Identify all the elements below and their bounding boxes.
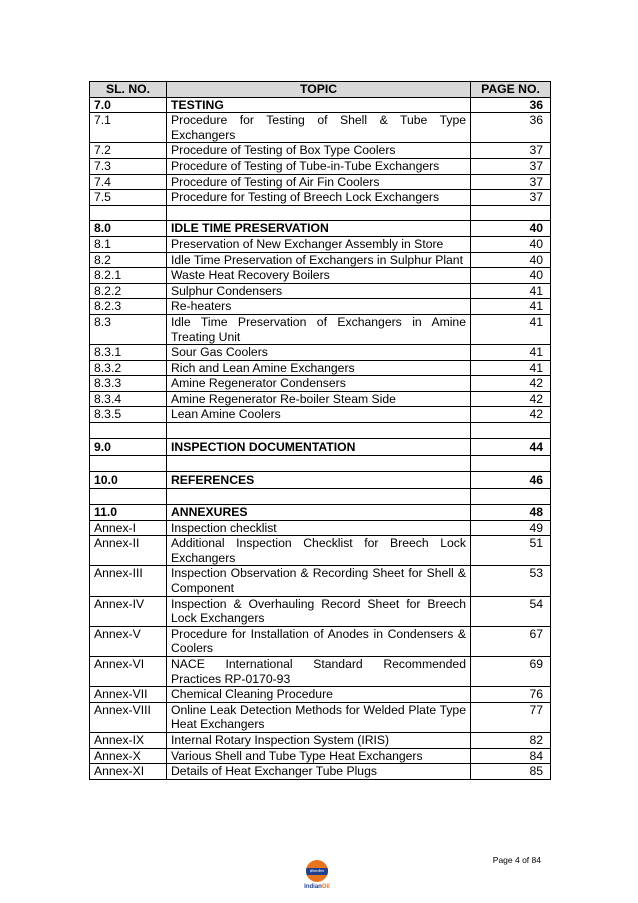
page-no-cell: 41 [471, 283, 551, 299]
page-no-cell: 37 [471, 174, 551, 190]
topic-cell: INSPECTION DOCUMENTATION [167, 438, 471, 456]
page-no-cell: 42 [471, 376, 551, 392]
topic-cell: Inspection Observation & Recording Sheet for Shell & Component [167, 566, 471, 596]
sl-no-cell: Annex-IX [90, 732, 167, 748]
table-row [90, 732, 551, 748]
header-row [90, 82, 551, 98]
topic-cell: Online Leak Detection Methods for Welded Plate Type Heat Exchangers [167, 702, 471, 732]
topic-cell: Amine Regenerator Re-boiler Steam Side [167, 391, 471, 407]
sl-no-cell: Annex-X [90, 748, 167, 764]
logo-band-text: इंडियनऑयल [306, 868, 328, 875]
table-row [90, 190, 551, 206]
page-no-cell: 51 [471, 536, 551, 566]
table-row [90, 702, 551, 732]
blank-row [90, 423, 551, 439]
blank-cell [90, 489, 167, 505]
blank-cell [167, 423, 471, 439]
sl-no-cell: Annex-I [90, 520, 167, 536]
logo-wordmark [297, 884, 337, 890]
sl-no-cell: Annex-VI [90, 656, 167, 686]
sl-no-cell: 8.3.1 [90, 345, 167, 361]
topic-cell: Various Shell and Tube Type Heat Exchangers [167, 748, 471, 764]
sl-no-cell: Annex-XI [90, 764, 167, 780]
topic-cell: Inspection checklist [167, 520, 471, 536]
page-no-cell: 84 [471, 748, 551, 764]
topic-cell: Procedure for Installation of Anodes in Condensers & Coolers [167, 626, 471, 656]
table-row [90, 748, 551, 764]
sl-no-cell: 8.2.1 [90, 268, 167, 284]
sl-no-cell: 11.0 [90, 505, 167, 521]
sl-no-cell: 10.0 [90, 471, 167, 489]
sl-no-cell: 8.2.2 [90, 283, 167, 299]
topic-cell: TESTING [167, 97, 471, 113]
table-row [90, 471, 551, 489]
table-row [90, 143, 551, 159]
page-no-cell: 40 [471, 252, 551, 268]
header-sl-no: SL. NO. [90, 82, 167, 98]
table-row [90, 252, 551, 268]
sl-no-cell: 8.2 [90, 252, 167, 268]
sl-no-cell: Annex-VII [90, 687, 167, 703]
table-row [90, 596, 551, 626]
sl-no-cell: 8.3.4 [90, 391, 167, 407]
topic-cell: Additional Inspection Checklist for Breech Lock Exchangers [167, 536, 471, 566]
blank-row [90, 489, 551, 505]
indianoil-logo [297, 860, 337, 890]
sl-no-cell: 8.3 [90, 314, 167, 344]
topic-cell: Details of Heat Exchanger Tube Plugs [167, 764, 471, 780]
topic-cell: Procedure of Testing of Box Type Coolers [167, 143, 471, 159]
toc-body [90, 97, 551, 779]
sl-no-cell: Annex-IV [90, 596, 167, 626]
table-row [90, 376, 551, 392]
page-no-cell: 82 [471, 732, 551, 748]
sl-no-cell: 8.3.2 [90, 360, 167, 376]
blank-cell [167, 489, 471, 505]
topic-cell: ANNEXURES [167, 505, 471, 521]
topic-cell: REFERENCES [167, 471, 471, 489]
blank-cell [471, 205, 551, 221]
page-number: Page 4 of 84 [492, 855, 541, 865]
indianoil-logo-icon [306, 860, 328, 882]
table-row [90, 536, 551, 566]
blank-row [90, 205, 551, 221]
topic-cell: NACE International Standard Recommended Practices RP-0170-93 [167, 656, 471, 686]
topic-cell: Waste Heat Recovery Boilers [167, 268, 471, 284]
sl-no-cell: Annex-II [90, 536, 167, 566]
page-no-cell: 41 [471, 314, 551, 344]
topic-cell: Inspection & Overhauling Record Sheet for Breech Lock Exchangers [167, 596, 471, 626]
page-no-cell: 54 [471, 596, 551, 626]
page-no-cell: 77 [471, 702, 551, 732]
sl-no-cell: 9.0 [90, 438, 167, 456]
table-row [90, 174, 551, 190]
sl-no-cell: Annex-III [90, 566, 167, 596]
topic-cell: Internal Rotary Inspection System (IRIS) [167, 732, 471, 748]
blank-cell [90, 205, 167, 221]
page-no-cell: 42 [471, 407, 551, 423]
blank-cell [471, 489, 551, 505]
table-row [90, 391, 551, 407]
topic-cell: Amine Regenerator Condensers [167, 376, 471, 392]
table-row [90, 656, 551, 686]
table-row [90, 764, 551, 780]
page-no-cell: 41 [471, 345, 551, 361]
topic-cell: Procedure of Testing of Air Fin Coolers [167, 174, 471, 190]
table-row [90, 113, 551, 143]
blank-cell [167, 456, 471, 472]
page-no-cell: 37 [471, 158, 551, 174]
page-no-cell: 85 [471, 764, 551, 780]
table-row [90, 158, 551, 174]
topic-cell: Lean Amine Coolers [167, 407, 471, 423]
blank-cell [90, 456, 167, 472]
table-row [90, 345, 551, 361]
topic-cell: Sulphur Condensers [167, 283, 471, 299]
topic-cell: IDLE TIME PRESERVATION [167, 221, 471, 237]
table-row [90, 626, 551, 656]
page-no-cell: 36 [471, 97, 551, 113]
sl-no-cell: 7.0 [90, 97, 167, 113]
logo-word-oil: Oil [321, 884, 330, 890]
sl-no-cell: 8.3.5 [90, 407, 167, 423]
blank-cell [167, 205, 471, 221]
table-row [90, 314, 551, 344]
topic-cell: Rich and Lean Amine Exchangers [167, 360, 471, 376]
page-no-cell: 49 [471, 520, 551, 536]
page-no-cell: 40 [471, 236, 551, 252]
table-row [90, 505, 551, 521]
table-row [90, 438, 551, 456]
page-no-cell: 48 [471, 505, 551, 521]
header-topic: TOPIC [167, 82, 471, 98]
page-no-cell: 76 [471, 687, 551, 703]
page-no-cell: 67 [471, 626, 551, 656]
sl-no-cell: 8.3.3 [90, 376, 167, 392]
page-no-cell: 40 [471, 221, 551, 237]
topic-cell: Sour Gas Coolers [167, 345, 471, 361]
page-no-cell: 41 [471, 360, 551, 376]
page-no-cell: 37 [471, 143, 551, 159]
sl-no-cell: 8.2.3 [90, 299, 167, 315]
sl-no-cell: 7.4 [90, 174, 167, 190]
page-no-cell: 41 [471, 299, 551, 315]
topic-cell: Procedure for Testing of Breech Lock Exchangers [167, 190, 471, 206]
blank-row [90, 456, 551, 472]
topic-cell: Idle Time Preservation of Exchangers in Amine Treating Unit [167, 314, 471, 344]
topic-cell: Re-heaters [167, 299, 471, 315]
table-of-contents [89, 81, 551, 780]
sl-no-cell: 8.1 [90, 236, 167, 252]
table-row [90, 566, 551, 596]
page-no-cell: 53 [471, 566, 551, 596]
blank-cell [471, 423, 551, 439]
topic-cell: Idle Time Preservation of Exchangers in Sulphur Plant [167, 252, 471, 268]
table-row [90, 407, 551, 423]
topic-cell: Procedure of Testing of Tube-in-Tube Exchangers [167, 158, 471, 174]
table-row [90, 520, 551, 536]
table-row [90, 236, 551, 252]
page-no-cell: 40 [471, 268, 551, 284]
topic-cell: Chemical Cleaning Procedure [167, 687, 471, 703]
sl-no-cell: 7.1 [90, 113, 167, 143]
sl-no-cell: Annex-V [90, 626, 167, 656]
header-page-no: PAGE NO. [471, 82, 551, 98]
table-row [90, 299, 551, 315]
topic-cell: Procedure for Testing of Shell & Tube Type Exchangers [167, 113, 471, 143]
table-row [90, 687, 551, 703]
sl-no-cell: 7.3 [90, 158, 167, 174]
sl-no-cell: 7.5 [90, 190, 167, 206]
table-row [90, 283, 551, 299]
logo-word-indian: Indian [304, 884, 322, 890]
table-row [90, 268, 551, 284]
page-no-cell: 46 [471, 471, 551, 489]
table-row [90, 360, 551, 376]
sl-no-cell: 7.2 [90, 143, 167, 159]
blank-cell [90, 423, 167, 439]
topic-cell: Preservation of New Exchanger Assembly in Store [167, 236, 471, 252]
page-no-cell: 42 [471, 391, 551, 407]
page-no-cell: 36 [471, 113, 551, 143]
sl-no-cell: Annex-VIII [90, 702, 167, 732]
page-no-cell: 44 [471, 438, 551, 456]
sl-no-cell: 8.0 [90, 221, 167, 237]
blank-cell [471, 456, 551, 472]
table-row [90, 221, 551, 237]
page-no-cell: 37 [471, 190, 551, 206]
table-row [90, 97, 551, 113]
page-no-cell: 69 [471, 656, 551, 686]
